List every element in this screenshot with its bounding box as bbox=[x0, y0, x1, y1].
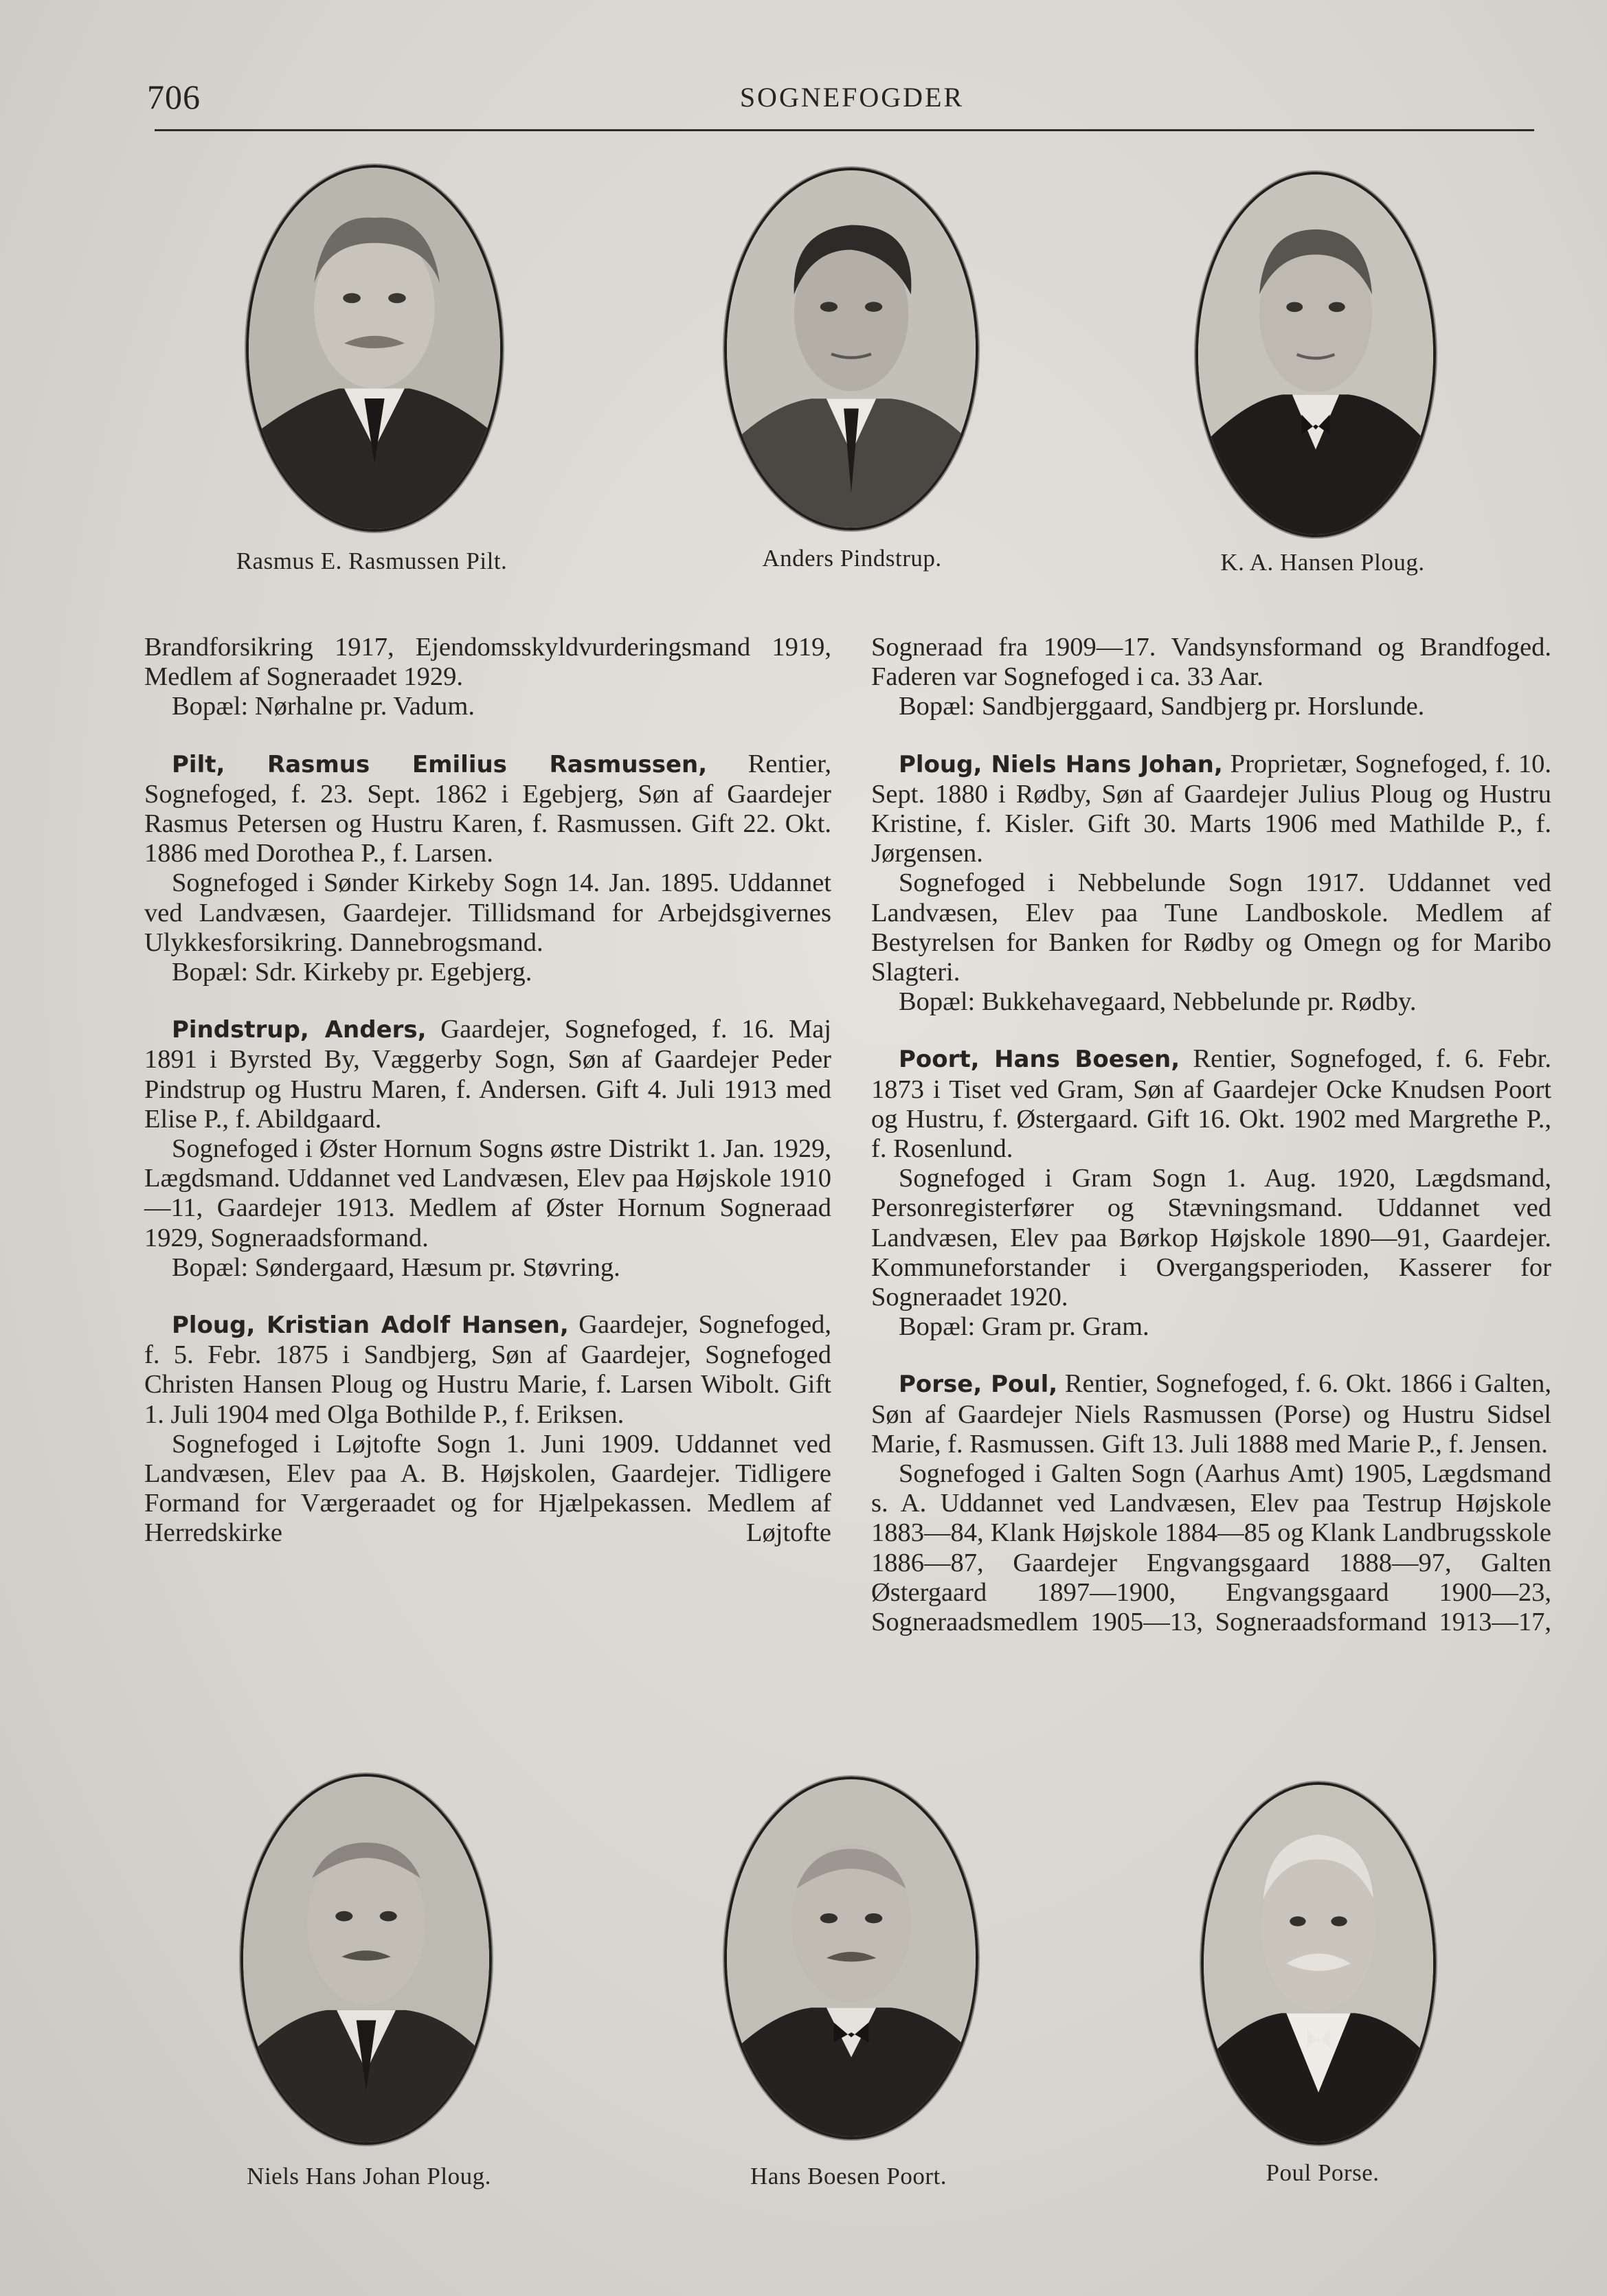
body-paragraph: Bopæl: Sdr. Kirkeby pr. Egebjerg. bbox=[172, 958, 532, 987]
entry-text: Rentier, Sognefoged, f. 6. Okt. 1866 i Galten, Søn af Gaardejer Niels Rasmussen (Porse) og Hustru Sidsel Marie, f. Rasmussen. Gift 13. Juli 1888 med Marie P., f. Jensen. bbox=[871, 1369, 1552, 1459]
entry-name: Porse, Poul, bbox=[899, 1371, 1058, 1399]
body-paragraph: Sogneraad fra 1909—17. Vandsynsformand og Brandfoged. Faderen var Sognefoged i ca. 33 Aar. bbox=[871, 633, 1551, 692]
entry-name: Poort, Hans Boesen, bbox=[899, 1046, 1180, 1074]
entry-text: Rentier, Sognefoged, f. 23. Sept. 1862 i Egebjerg, Søn af Gaardejer Rasmus Petersen og Hustru Karen, f. Rasmussen. Gift 22. Okt. 1886 med Dorothea P., f. Larsen. bbox=[144, 749, 831, 868]
body-paragraph: Bopæl: Nørhalne pr. Vadum. bbox=[172, 692, 475, 721]
body-paragraph: Bopæl: Gram pr. Gram. bbox=[899, 1312, 1149, 1342]
body-paragraph: Brandforsikring 1917, Ejendomsskyldvurderingsmand 1919, Medlem af Sogneraadet 1929. bbox=[144, 633, 831, 692]
running-head: SOGNEFOGDER bbox=[739, 82, 965, 113]
entry-name: Ploug, Niels Hans Johan, bbox=[899, 750, 1223, 778]
paragraph-gap bbox=[871, 1017, 1551, 1044]
portrait-poul-porse bbox=[1201, 1782, 1436, 2145]
paragraph-gap bbox=[144, 722, 831, 750]
portrait-caption: Rasmus E. Rasmussen Pilt. bbox=[236, 548, 508, 574]
entry-name: Pindstrup, Anders, bbox=[172, 1016, 427, 1044]
body-paragraph: Sognefoged i Nebbelunde Sogn 1917. Uddannet ved Landvæsen, Elev paa Tune Landboskole. Medlem af Bestyrelsen for Banken for Rødby og Omegn og for Maribo Slagteri. bbox=[871, 868, 1551, 987]
body-paragraph: Bopæl: Bukkehavegaard, Nebbelunde pr. Rødby. bbox=[899, 987, 1417, 1017]
portrait-caption: K. A. Hansen Ploug. bbox=[1220, 549, 1425, 576]
biography-entry bbox=[144, 1015, 831, 1134]
portrait-caption: Niels Hans Johan Ploug. bbox=[247, 2163, 491, 2190]
biography-entry bbox=[871, 1369, 1551, 1459]
entry-text: Gaardejer, Sognefoged, f. 16. Maj 1891 i Byrsted By, Væggerby Sogn, Søn af Gaardejer Peder Pindstrup og Hustru Maren, f. Andersen. Gift 4. Juli 1913 med Elise P., f. Abildgaard. bbox=[144, 1015, 831, 1134]
portrait-niels-ploug bbox=[240, 1774, 492, 2145]
entry-text: Gaardejer, Sognefoged, f. 5. Febr. 1875 i Sandbjerg, Søn af Gaardejer, Sognefoged Christen Hansen Ploug og Hustru Marie, f. Larsen Wibolt. Gift 1. Juli 1904 med Olga Bothilde P., f. Eriksen. bbox=[144, 1310, 831, 1429]
portrait-ka-hansen-ploug bbox=[1195, 172, 1436, 537]
paragraph-gap bbox=[144, 987, 831, 1015]
right-text-column bbox=[871, 633, 1551, 1637]
body-paragraph: Sognefoged i Sønder Kirkeby Sogn 14. Jan. 1895. Uddannet ved Landvæsen, Gaardejer. Tillidsmand for Arbejdsgivernes Ulykkesforsikring. Dannebrogsmand. bbox=[144, 868, 831, 957]
page-number: 706 bbox=[147, 78, 201, 116]
biography-entry bbox=[871, 1044, 1551, 1164]
portrait-rasmus-pilt bbox=[246, 165, 503, 532]
left-text-column bbox=[144, 633, 831, 1549]
portrait-hans-poort bbox=[724, 1777, 978, 2139]
paragraph-gap bbox=[871, 1342, 1551, 1369]
portrait-caption: Anders Pindstrup. bbox=[762, 545, 942, 572]
body-paragraph: Bopæl: Sandbjerggaard, Sandbjerg pr. Horslunde. bbox=[899, 692, 1425, 721]
portrait-anders-pindstrup bbox=[724, 168, 978, 530]
entry-text: Proprietær, Sognefoged, f. 10. Sept. 1880 i Rødby, Søn af Gaardejer Julius Ploug og Hustru Kristine, f. Kisler. Gift 30. Marts 1906 med Mathilde P., f. Jørgensen. bbox=[871, 749, 1551, 868]
body-paragraph: Sognefoged i Øster Hornum Sogns østre Distrikt 1. Jan. 1929, Lægdsmand. Uddannet ved Landvæsen, Elev paa Højskole 1910—11, Gaardejer 1913. Medlem af Øster Hornum Sogneraad 1929, Sogneraadsformand. bbox=[144, 1134, 831, 1252]
paragraph-gap bbox=[144, 1283, 831, 1310]
entry-text: Rentier, Sognefoged, f. 6. Febr. 1873 i Tiset ved Gram, Søn af Gaardejer Ocke Knudsen Poort og Hustru, f. Østergaard. Gift 16. Okt. 1902 med Margrethe P., f. Rosenlund. bbox=[871, 1044, 1551, 1164]
biography-entry bbox=[871, 750, 1551, 869]
entry-name: Pilt, Rasmus Emilius Rasmussen, bbox=[172, 750, 708, 778]
body-paragraph: Bopæl: Søndergaard, Hæsum pr. Støvring. bbox=[172, 1252, 620, 1282]
portrait-caption: Poul Porse. bbox=[1266, 2159, 1380, 2186]
body-paragraph: Sognefoged i Galten Sogn (Aarhus Amt) 1905, Lægdsmand s. A. Uddannet ved Landvæsen, Elev paa Testrup Højskole 1883—84, Klank Højskole 1884—85 og Klank Landbrugsskole 1886—87, Gaardejer Engvangsgaard 1888—97, Galten Østergaard 1897—1900, Engvangsgaard 1900—23, Sogneraadsmedlem 1905—13, Sogneraadsformand 1913—17, bbox=[871, 1459, 1551, 1637]
entry-name: Ploug, Kristian Adolf Hansen, bbox=[172, 1312, 569, 1340]
header-rule bbox=[155, 129, 1534, 131]
body-paragraph: Sognefoged i Løjtofte Sogn 1. Juni 1909. Uddannet ved Landvæsen, Elev paa A. B. Højskolen, Gaardejer. Tidligere Formand for Værgeraadet og for Hjælpekassen. Medlem af Herredskirke Løjtofte bbox=[144, 1429, 831, 1548]
biography-entry bbox=[144, 1310, 831, 1430]
paragraph-gap bbox=[871, 722, 1551, 750]
portrait-caption: Hans Boesen Poort. bbox=[750, 2163, 947, 2190]
biography-entry bbox=[144, 750, 831, 869]
body-paragraph: Sognefoged i Gram Sogn 1. Aug. 1920, Lægdsmand, Personregisterfører og Stævningsmand. Uddannet ved Landvæsen, Elev paa Børkop Højskole 1890—91, Gaardejer. Kommuneforstander i Overgangsperioden, Kasserer for Sogneraadet 1920. bbox=[871, 1164, 1551, 1312]
